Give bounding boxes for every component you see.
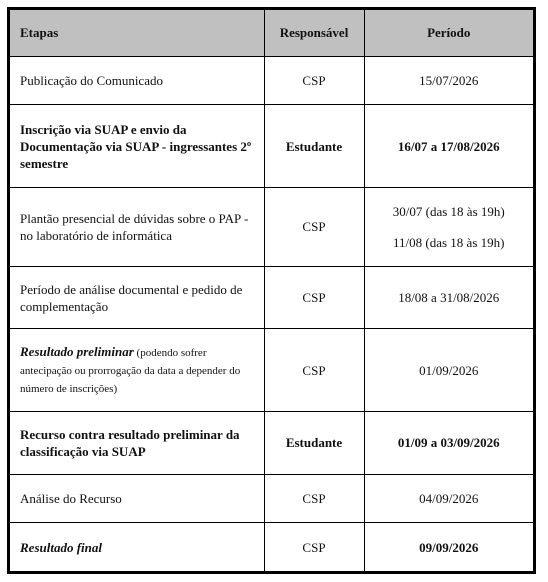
periodo-cell: 16/07 a 17/08/2026 [364, 105, 533, 188]
responsavel-cell: CSP [264, 188, 364, 267]
etapa-cell: Plantão presencial de dúvidas sobre o PAP - no laboratório de informática [10, 188, 264, 267]
etapa-cell: Inscrição via SUAP e envio da Documentação via SUAP - ingressantes 2º semestre [10, 105, 264, 188]
table-row [10, 523, 533, 572]
table-row [10, 474, 533, 522]
responsavel-cell: CSP [264, 56, 364, 104]
etapa-cell: Recurso contra resultado preliminar da classificação via SUAP [10, 412, 264, 475]
responsavel-cell: Estudante [264, 412, 364, 475]
periodo-cell: 18/08 a 31/08/2026 [364, 266, 533, 329]
etapa-cell [10, 329, 264, 412]
table-header-row [10, 10, 533, 56]
etapa-cell: Publicação do Comunicado [10, 56, 264, 104]
periodo-cell: 04/09/2026 [364, 474, 533, 522]
etapa-cell: Período de análise documental e pedido de complementação [10, 266, 264, 329]
table-row [10, 56, 533, 104]
responsavel-cell: CSP [264, 474, 364, 522]
responsavel-cell: CSP [264, 329, 364, 412]
header-responsavel: Responsável [264, 10, 364, 56]
schedule-table-frame [7, 7, 536, 574]
periodo-cell: 09/09/2026 [364, 523, 533, 572]
responsavel-cell: Estudante [264, 105, 364, 188]
etapa-cell: Análise do Recurso [10, 474, 264, 522]
header-etapas: Etapas [10, 10, 264, 56]
header-periodo: Período [364, 10, 533, 56]
periodo-line-1: 30/07 (das 18 às 19h) [392, 203, 505, 219]
table-row [10, 266, 533, 329]
periodo-cell: 01/09 a 03/09/2026 [364, 412, 533, 475]
etapa-cell: Resultado final [10, 523, 264, 572]
periodo-cell: 15/07/2026 [364, 56, 533, 104]
responsavel-cell: CSP [264, 523, 364, 572]
table-row [10, 412, 533, 475]
table-row [10, 188, 533, 267]
responsavel-cell: CSP [264, 266, 364, 329]
etapa-note: (podendo sofrer antecipação ou prorrogação da data a depender do número de inscrições) [20, 347, 241, 396]
periodo-line-2: 11/08 (das 18 às 19h) [393, 234, 505, 250]
periodo-cell [364, 188, 533, 267]
table-row [10, 105, 533, 188]
schedule-table [10, 10, 533, 571]
periodo-cell: 01/09/2026 [364, 329, 533, 412]
table-row [10, 329, 533, 412]
etapa-emphasis: Resultado preliminar [20, 344, 134, 360]
